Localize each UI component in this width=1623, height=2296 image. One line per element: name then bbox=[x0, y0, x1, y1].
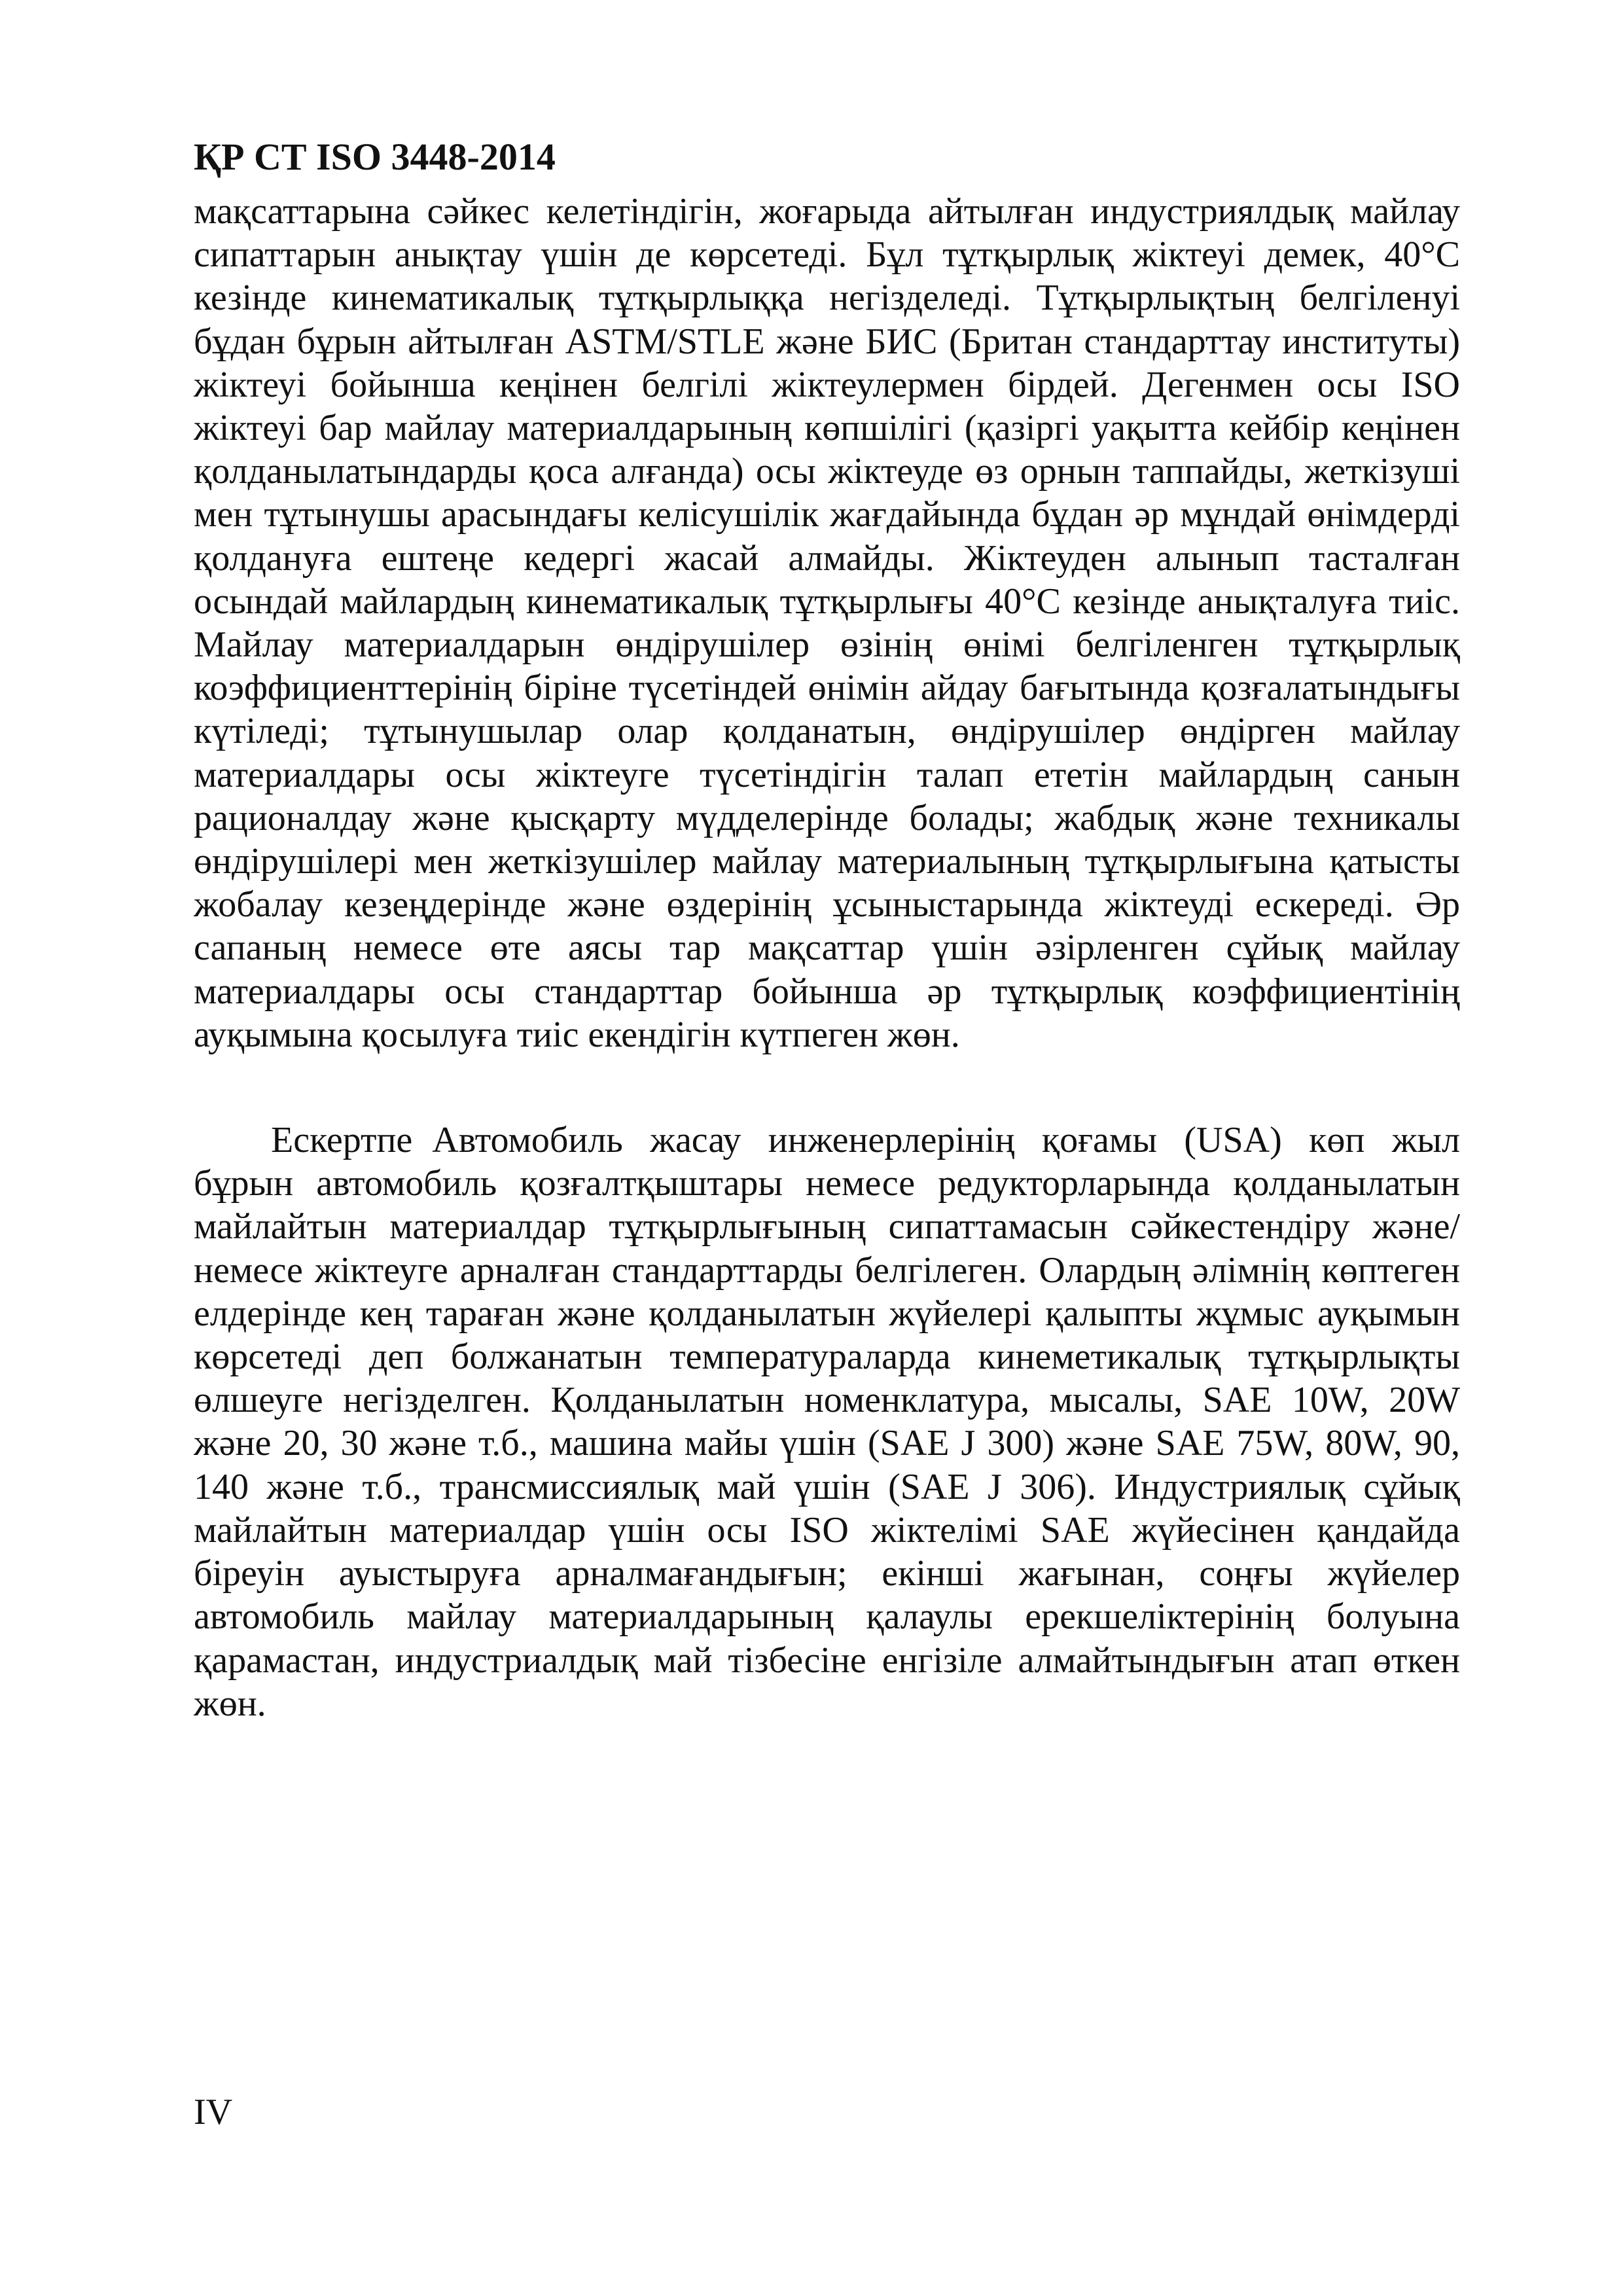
main-paragraph: мақсаттарына сәйкес келетіндігін, жоғарыда айтылған индустриялдық майлау сипаттарын анықтау үшін де көрсетеді. Бұл тұтқырлық жіктеуі демек, 40°С кезінде кинематикалық тұтқырлыққа негізделеді. Тұтқырлықтың белгіленуі бұдан бұрын айтылған ASTM/STLE және БИС (Британ стандарттау институты) жіктеуі бойынша кеңінен белгілі жіктеулермен бірдей. Дегенмен осы ISO жіктеуі бар майлау материалдарының көпшілігі (қазіргі уақытта кейбір кеңінен қолданылатындарды қоса алғанда) осы жіктеуде өз орнын таппайды, жеткізуші мен тұтынушы арасындағы келісушілік жағдайында бұдан әр мұндай өнімдерді қолдануға ештеңе кедергі жасай алмайды. Жіктеуден алынып тасталған осындай майлардың кинематикалық тұтқырлығы 40°С кезінде анықталуға тиіс. Майлау материалдарын өндірушілер өзінің өнімі белгіленген тұтқырлық коэффициенттерінің біріне түсетіндей өнімін айдау бағытында қозғалатындығы күтіледі; тұтынушылар олар қолданатын, өндірушілер өндірген майлау материалдары осы жіктеуге түсетіндігін талап ететін майлардың санын рационалдау және қысқарту мүдделерінде болады; жабдық және техникалы өндірушілері мен жеткізушілер майлау материалының тұтқырлығына қатысты жобалау кезеңдерінде және өздерінің ұсыныстарында жіктеуді ескереді. Әр сапаның немесе өте аясы тар мақсаттар үшін әзірленген сұйық майлау материалдары осы стандарттар бойынша әр тұтқырлық коэффициентінің ауқымына қосылуға тиіс екендігін күтпеген жөн. bbox=[194, 191, 1460, 1055]
note-text: Автомобиль жасау инженерлерінің қоғамы (USA) көп жыл бұрын автомобиль қозғалтқыштары немесе редукторларында қолданылатын майлайтын материалдар тұтқырлығының сипаттамасын сәйкестендіру және/немесе жіктеуге арналған стандарттарды белгілеген. Олардың әлімнің көптеген елдерінде кең тараған және қолданылатын жүйелері қалыпты жұмыс ауқымын көрсетеді деп болжанатын температураларда кинеметикалық тұтқырлықты өлшеуге негізделген. Қолданылатын номенклатура, мысалы, SAE 10W, 20W және 20, 30 және т.б., машина майы үшін (SAE J 300) және SAE 75W, 80W, 90, 140 және т.б., трансмиссиялық май үшін (SAE J 306). Индустриялық сұйық майлайтын материалдар үшін осы ISO жіктелімі SAE жүйесінен қандайда біреуін ауыстыруға арналмағандығын; екінші жағынан, соңғы жүйелер автомобиль майлау материалдарының қалаулы ерекшеліктерінің болуына қарамастан, индустриалдық май тізбесіне енгізіле алмайтындығын атап өткен жөн. bbox=[194, 1120, 1460, 1724]
page-number: IV bbox=[194, 2092, 233, 2132]
document-header: ҚР СТ ISO 3448-2014 bbox=[194, 135, 556, 178]
note-label: Ескертпе bbox=[271, 1120, 413, 1161]
document-body bbox=[194, 190, 1460, 1725]
note-paragraph bbox=[194, 1119, 1460, 1725]
